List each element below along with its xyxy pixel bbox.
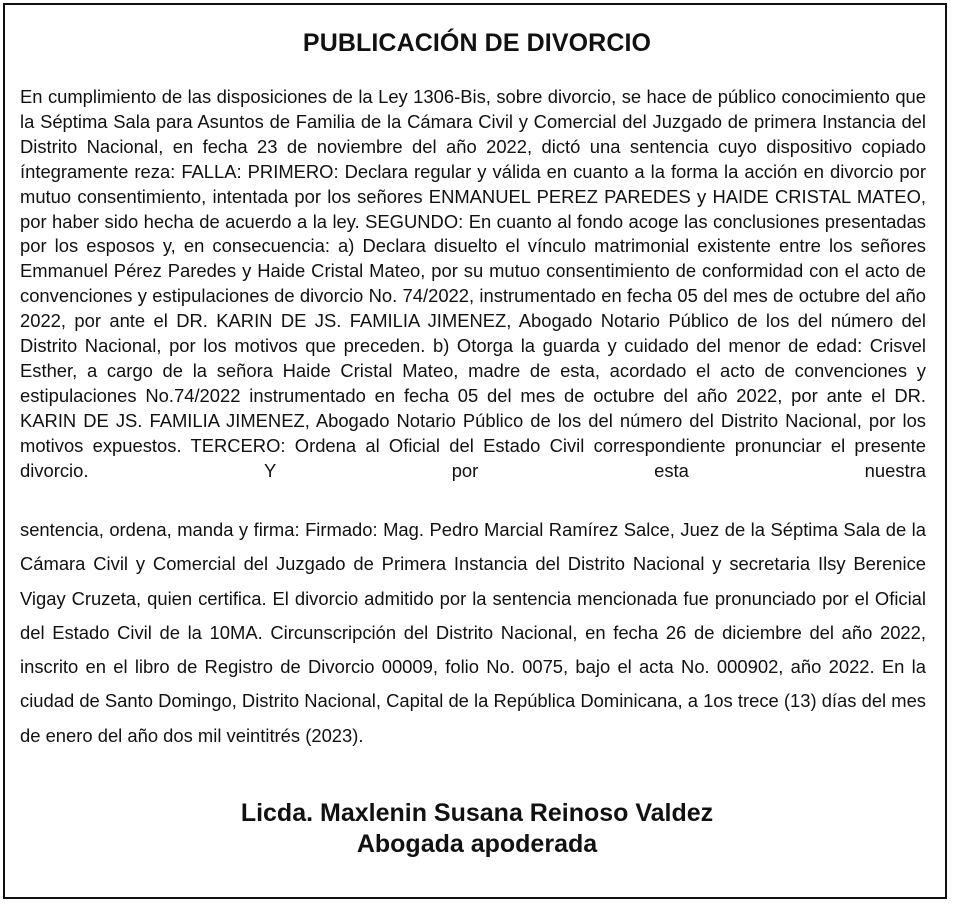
signature-block bbox=[0, 798, 954, 860]
notice-body-continuation: sentencia, ordena, manda y firma: Firmado: Mag. Pedro Marcial Ramírez Salce, Juez de la Séptima Sala de la Cámara Civil y Comercial del Juzgado de Primera Instancia del Distrito Nacional y secretaria Ilsy Berenice Vigay Cruzeta, quien certifica. El divorcio admitido por la sentencia mencionada fue pronunciado por el Oficial del Estado Civil de la 10MA. Circunscripción del Distrito Nacional, en fecha 26 de diciembre del año 2022, inscrito en el libro de Registro de Divorcio 00009, folio No. 0075, bajo el acta No. 000902, año 2022. En la ciudad de Santo Domingo, Distrito Nacional, Capital de la República Dominicana, a 1os trece (13) días del mes de enero del año dos mil veintitrés (2023). bbox=[20, 519, 926, 746]
signature-role: Abogada apoderada bbox=[356, 830, 598, 858]
notice-title: PUBLICACIÓN DE DIVORCIO bbox=[302, 29, 652, 57]
signature-name: Licda. Maxlenin Susana Reinoso Valdez bbox=[240, 799, 714, 827]
notice-body-main: En cumplimiento de las disposiciones de la Ley 1306-Bis, sobre divorcio, se hace de público conocimiento que la Séptima Sala para Asuntos de Familia de la Cámara Civil y Comercial del Juzgado de primera Instancia del Distrito Nacional, en fecha 23 de noviembre del año 2022, dictó una sentencia cuyo dispositivo copiado íntegramente reza: FALLA: PRIMERO: Declara regular y válida en cuanto a la forma la acción en divorcio por mutuo consentimiento, intentada por los señores ENMANUEL PEREZ PAREDES y HAIDE CRISTAL MATEO, por haber sido hecha de acuerdo a la ley. SEGUNDO: En cuanto al fondo acoge las conclusiones presentadas por los esposos y, en consecuencia: a) Declara disuelto el vínculo matrimonial existente entre los señores Emmanuel Pérez Paredes y Haide Cristal Mateo, por su mutuo consentimiento de conformidad con el acto de convenciones y estipulaciones de divorcio No. 74/2022, instrumentado en fecha 05 del mes de octubre del año 2022, por ante el DR. KARIN DE JS. FAMILIA JIMENEZ, Abogado Notario Público de los del número del Distrito Nacional, por los motivos que preceden. b) Otorga la guarda y cuidado del menor de edad: Crisvel Esther, a cargo de la señora Haide Cristal Mateo, madre de esta, acordado el acto de convenciones y estipulaciones No.74/2022 instrumentado en fecha 05 del mes de octubre del año 2022, por ante el DR. KARIN DE JS. FAMILIA JIMENEZ, Abogado Notario Público de los del número del Distrito Nacional, por los motivos expuestos. TERCERO: Ordena al Oficial del Estado Civil correspondiente pronunciar el presente divorcio. Y por esta nuestra bbox=[20, 86, 926, 481]
